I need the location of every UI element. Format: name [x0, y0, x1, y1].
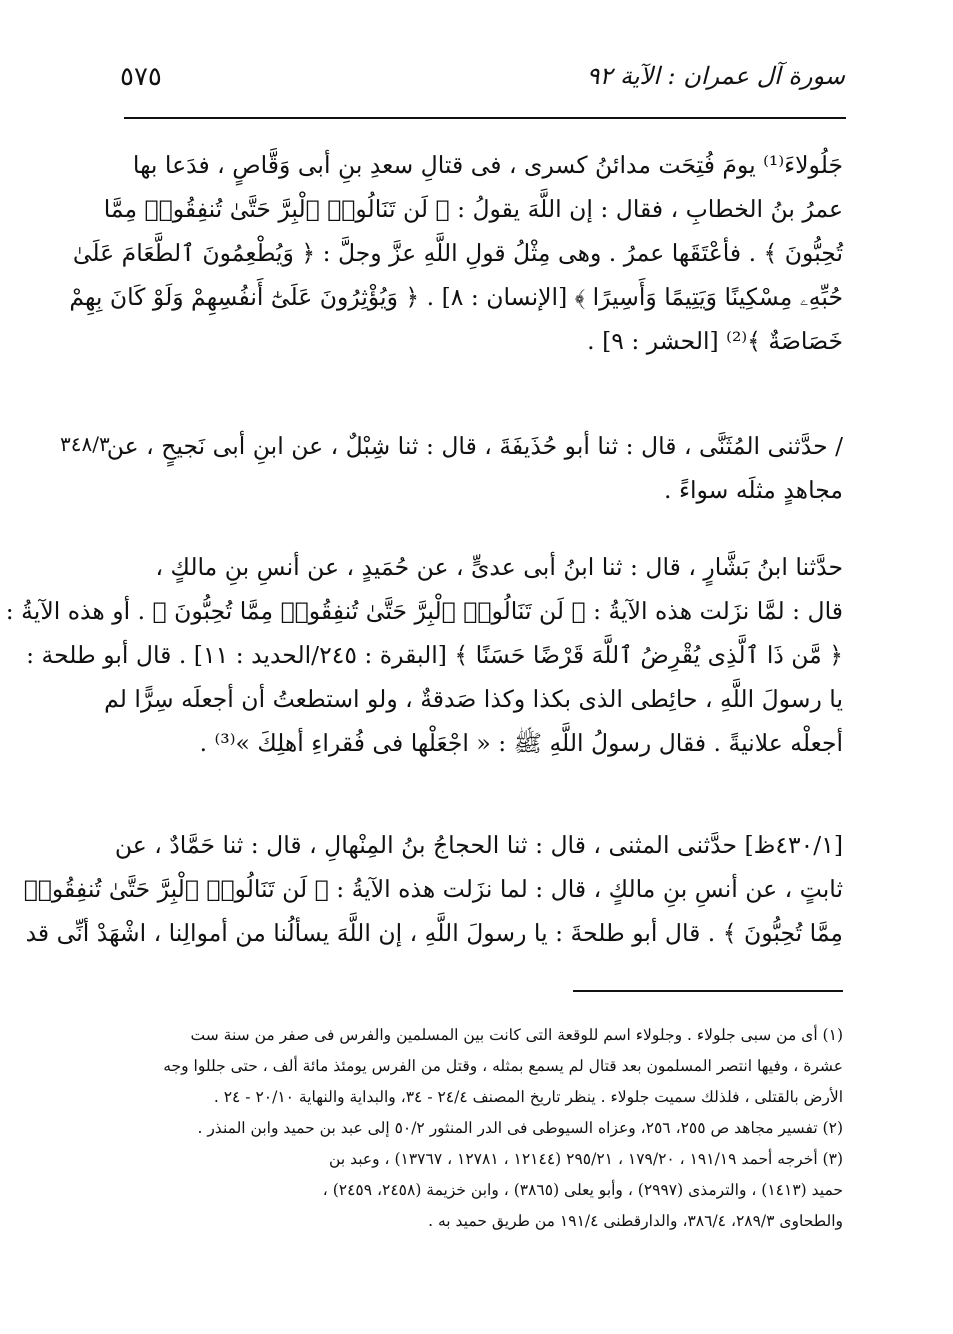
footnote-line: عشرة ، وفيها انتصر المسلمون بعد قتال لم يسمع بمثله ، وقتل من الفرس يومئذ مائة ألف ، حتى جللوا وجه — [163, 1057, 843, 1075]
text-line: أجعلْه علانيةً . فقال رسولُ اللَّهِ ﷺ : « اجْعَلْها فى فُقراءِ أهلِكَ »⁽³⁾ . — [199, 729, 843, 757]
text-line: خَصَاصَةٌ ﴾⁽²⁾ [الحشر : ٩] . — [587, 327, 843, 355]
footnote-line: (٢) تفسير مجاهد ص ٢٥٥، ٢٥٦، وعزاه السيوطى فى الدر المنثور ٥٠/٢ إلى عبد بن حميد وابن المنذر . — [197, 1119, 843, 1137]
text-line: مجاهدٍ مثلَه سواءً . — [664, 476, 843, 504]
text-line: حدَّثنا ابنُ بَشَّارٍ ، قال : ثنا ابنُ أبى عدىٍّ ، عن حُمَيدٍ ، عن أنسِ بنِ مالكٍ ، — [155, 553, 843, 581]
text-line: عمرُ بنُ الخطابِ ، فقال : إن اللَّهَ يقولُ : ﴿ لَن تَنَالُوا۟ ٱلْبِرَّ حَتَّىٰ تُنفِقُوا۟ مِمَّا — [103, 195, 843, 223]
text-line: جَلُولاءَ⁽¹⁾ يومَ فُتِحَت مدائنُ كسرى ، فى قتالِ سعدِ بنِ أبى وَقَّاصٍ ، فدَعا بها — [132, 151, 843, 179]
header-rule — [124, 117, 846, 119]
page-header — [120, 58, 845, 98]
text-line: / حدَّثنى المُثَنَّى ، قال : ثنا أبو حُذَيفَةَ ، قال : ثنا شِبْلٌ ، عن ابنِ أبى نَجيحٍ ، عن — [106, 432, 843, 460]
paragraph-2 — [106, 424, 843, 512]
text-line: تُحِبُّونَ ﴾ . فأعْتَقَها عمرُ . وهى مِثْلُ قولِ اللَّهِ عزَّ وجلَّ : ﴿ وَيُطْعِمُونَ ٱلطَّعَامَ عَلَىٰ — [72, 239, 843, 267]
footnote-line: الأرض بالقتلى ، فلذلك سميت جلولاء . ينظر تاريخ المصنف ٢٤/٤ - ٣٤، والبداية والنهاية ٢٠/١٠ - ٢٤ . — [213, 1088, 843, 1106]
paragraph-4 — [23, 823, 843, 955]
running-title: سورة آل عمران : الآية ٩٢ — [586, 62, 845, 90]
text-line: مِمَّا تُحِبُّونَ ﴾ . قال أبو طلحةَ : يا رسولَ اللَّهِ ، إن اللَّهَ يسألُنا من أموالِنا ، اشْهَدْ أنِّى قد — [25, 919, 843, 947]
text-line: حُبِّهِۦ مِسْكِينًا وَيَتِيمًا وَأَسِيرًا ﴾ [الإنسان : ٨] . ﴿ وَيُؤْثِرُونَ عَلَىٰٓ أَنفُسِهِمْ وَلَوْ كَانَ بِهِمْ — [69, 283, 843, 311]
footnote-separator — [573, 990, 843, 992]
text-line: يا رسولَ اللَّهِ ، حائِطى الذى بكذا وكذا صَدقةٌ ، ولو استطعتُ أن أجعلَه سِرًّا لم — [104, 685, 843, 713]
volume-page-marker: ٣٤٨/٣ — [60, 432, 110, 456]
footnote-line: (١) أى من سبى جلولاء . وجلولاء اسم للوقعة التى كانت بين المسلمين والفرس فى صفر من سنة ست — [190, 1026, 843, 1044]
footnotes — [123, 1020, 843, 1237]
page-number: ٥٧٥ — [120, 62, 162, 92]
footnote-line: (٣) أخرجه أحمد ١٩١/١٩ ، ١٧٩/٢٠ ، ٢٩٥/٢١ (١٢١٤٤ ، ١٢٧٨١ ، ١٣٧٦٧) ، وعبد بن — [329, 1150, 843, 1168]
footnote-line: حميد (١٤١٣) ، والترمذى (٢٩٩٧) ، وأبو يعلى (٣٨٦٥) ، وابن خزيمة (٢٤٥٨، ٢٤٥٩) ، — [322, 1181, 843, 1199]
text-line: ثابتٍ ، عن أنسِ بنِ مالكٍ ، قال : لما نزَلت هذه الآيةُ : ﴿ لَن تَنَالُوا۟ ٱلْبِرَّ حَتَّىٰ تُنفِقُوا۟ — [23, 875, 843, 903]
paragraph-3 — [5, 545, 843, 765]
text-line: ﴿ مَّن ذَا ٱلَّذِى يُقْرِضُ ٱللَّهَ قَرْضًا حَسَنًا ﴾ [البقرة : ٢٤٥/الحديد : ١١] . قال أبو طلحة : — [26, 641, 843, 669]
paragraph-1 — [69, 143, 843, 363]
text-line: قال : لمَّا نزَلت هذه الآيةُ : ﴿ لَن تَنَالُوا۟ ٱلْبِرَّ حَتَّىٰ تُنفِقُوا۟ مِمَّا تُحِبُّونَ ﴾ . أو هذه الآيةُ : — [5, 597, 843, 625]
text-line: [٤٣٠/١ظ] حدَّثنى المثنى ، قال : ثنا الحجاجُ بنُ المِنْهالِ ، قال : ثنا حَمَّادٌ ، عن — [114, 831, 843, 859]
footnote-line: والطحاوى ٢٨٩/٣، ٣٨٦/٤، والدارقطنى ١٩١/٤ من طريق حميد به . — [428, 1212, 843, 1230]
